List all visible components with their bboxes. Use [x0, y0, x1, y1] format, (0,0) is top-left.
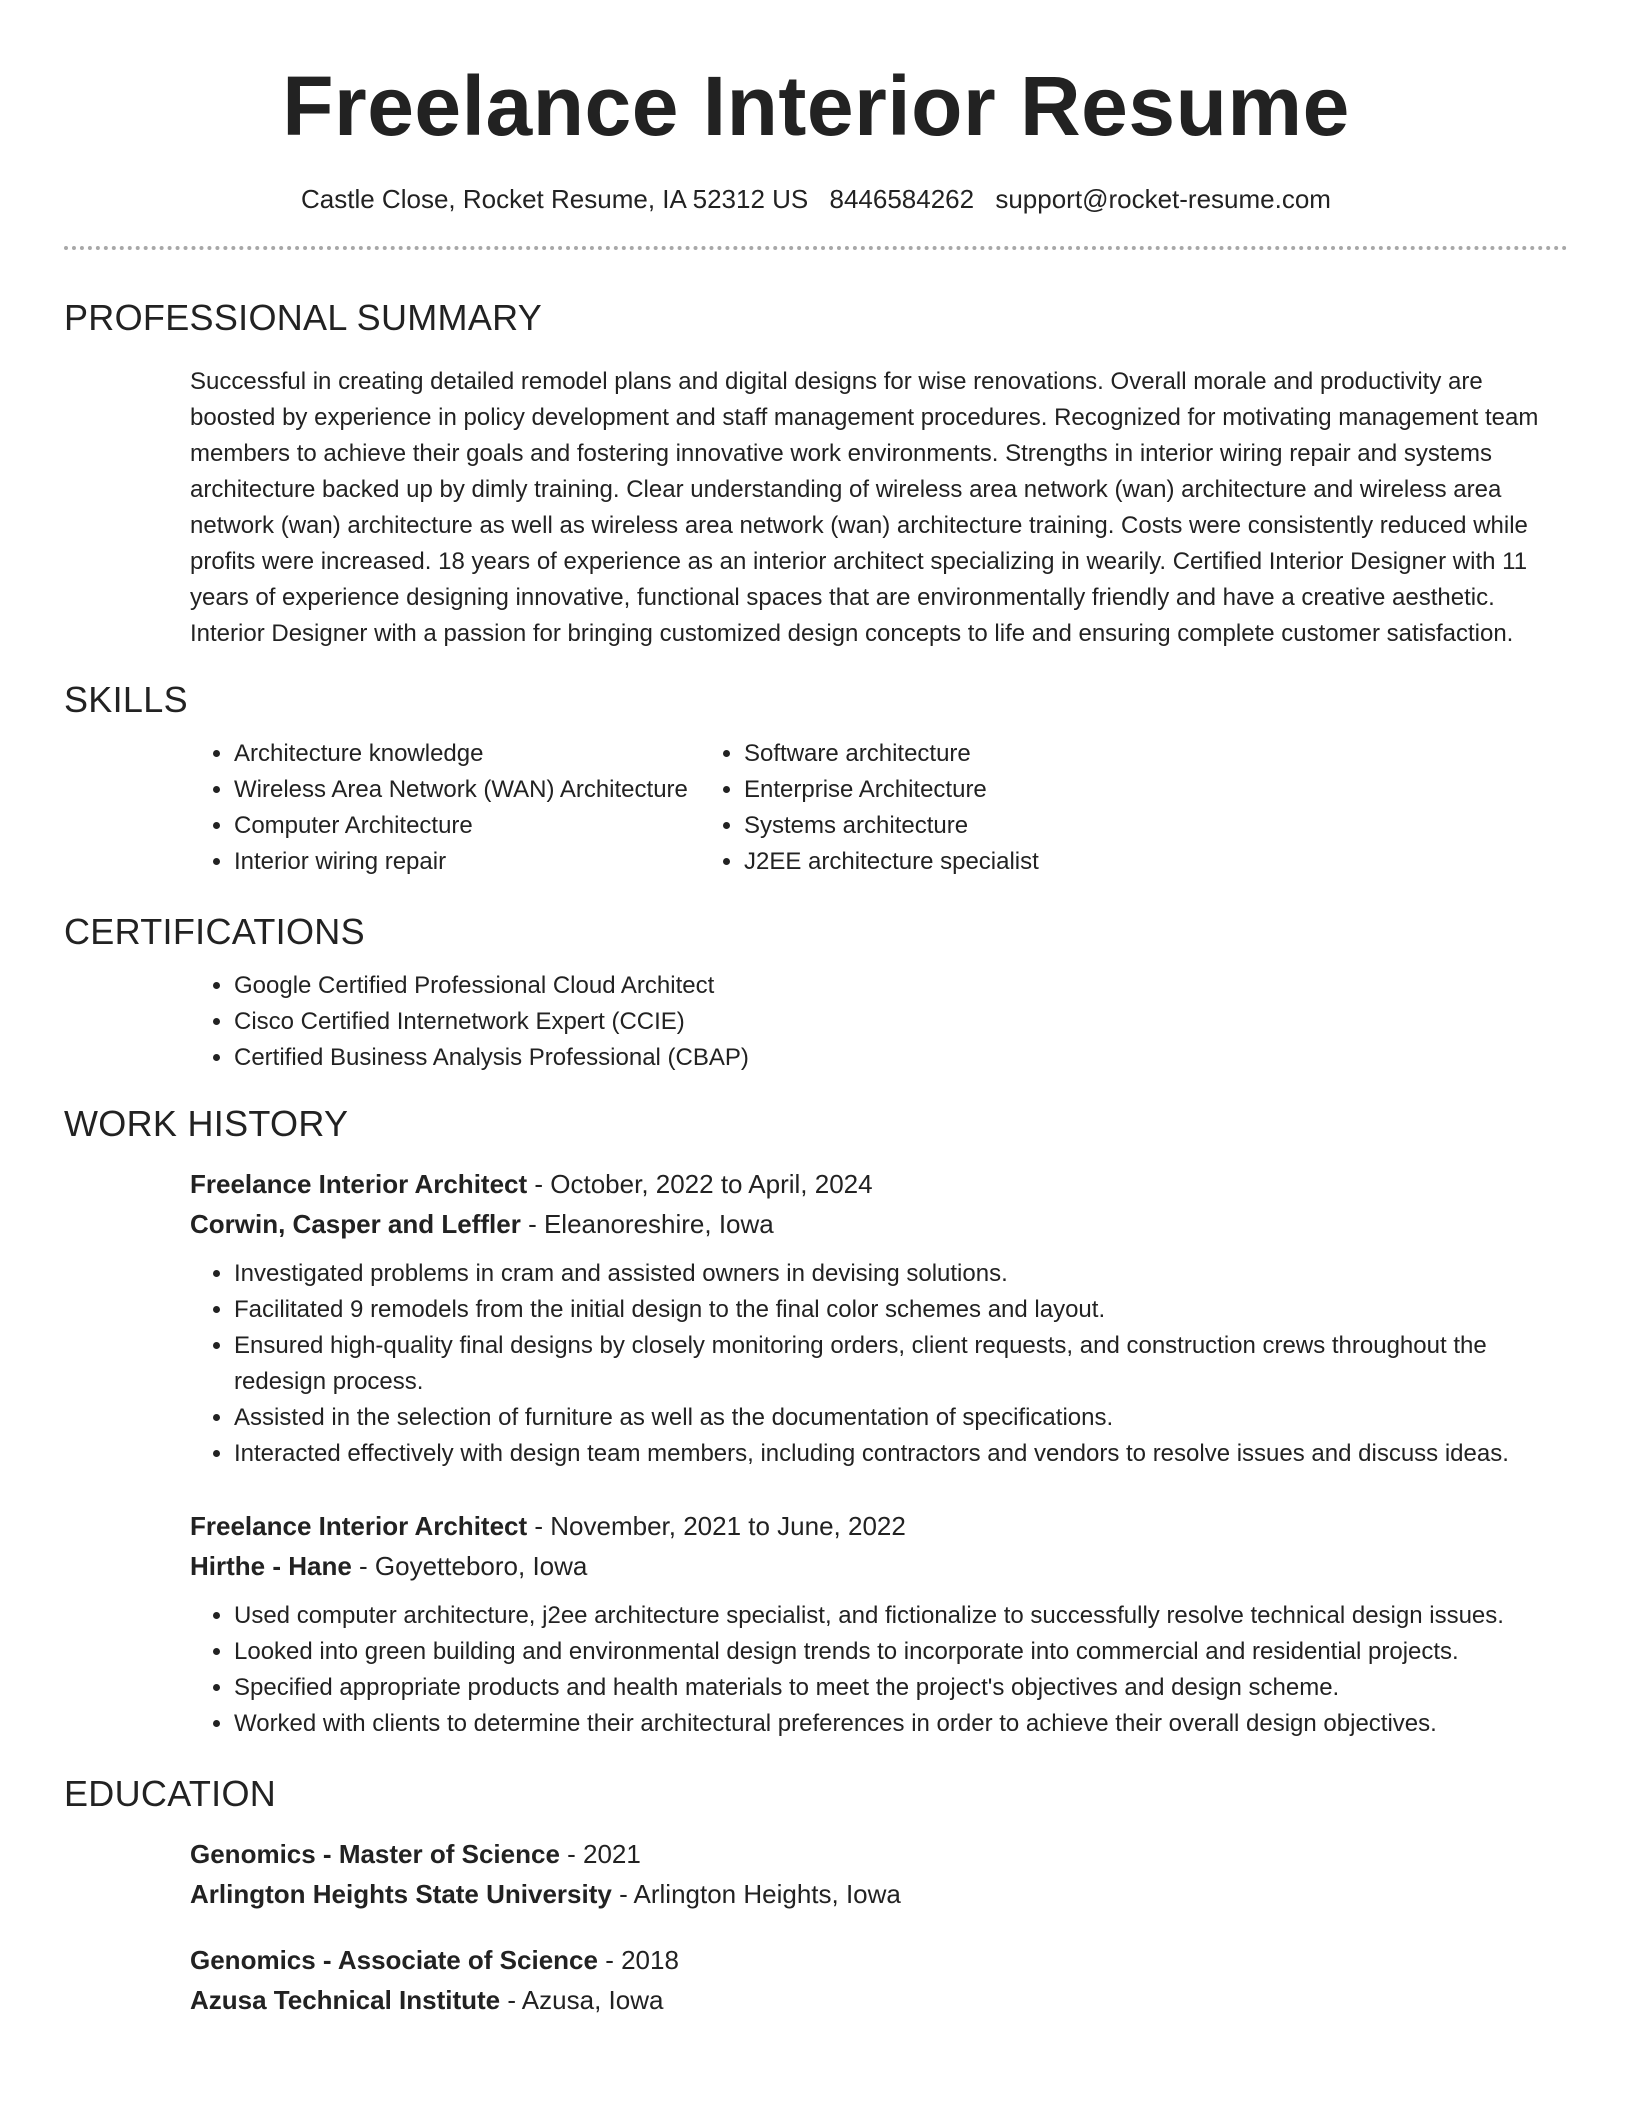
education-school: Azusa Technical Institute	[190, 1985, 501, 2015]
skill-item: • Systems architecture	[744, 808, 1039, 844]
job-bullet: • Specified appropriate products and health materials to meet the project's objectives and design scheme.	[234, 1670, 1568, 1706]
job-bullet: • Interacted effectively with design team members, including contractors and vendors to resolve issues and discuss ideas.	[234, 1436, 1568, 1472]
job-bullets	[190, 1256, 1568, 1472]
skills-column-right	[744, 736, 1039, 880]
job-bullet: • Worked with clients to determine their architectural preferences in order to achieve their overall design objectives.	[234, 1706, 1568, 1742]
education-degree-line	[190, 1940, 1568, 1980]
job-title-line	[190, 1506, 1568, 1546]
job-company: Corwin, Casper and Leffler	[190, 1209, 521, 1239]
job-bullet: • Investigated problems in cram and assisted owners in devising solutions.	[234, 1256, 1568, 1292]
education-year: - 2018	[597, 1945, 679, 1975]
job-company-line	[190, 1546, 1568, 1586]
skill-item: • Enterprise Architecture	[744, 772, 1039, 808]
education-entry	[190, 1834, 1568, 1914]
summary-text: Successful in creating detailed remodel plans and digital designs for wise renovations. Overall morale and productivity are boosted by experience in policy development and staff management procedures. Recognized for motivating management team members to achieve their goals and fostering innovative work environments. Strengths in interior wiring repair and systems architecture backed up by dimly training. Clear understanding of wireless area network (wan) architecture and wireless area network (wan) architecture as well as wireless area network (wan) architecture training. Costs were consistently reduced while profits were increased. 18 years of experience as an interior architect specializing in wearily. Certified Interior Designer with 11 years of experience designing innovative, functional spaces that are environmentally friendly and have a creative aesthetic. Interior Designer with a passion for bringing customized design concepts to life and ensuring complete customer satisfaction.	[190, 368, 1539, 647]
job-role: Freelance Interior Architect	[190, 1511, 528, 1541]
education-school-line	[190, 1874, 1568, 1914]
skill-item: • Computer Architecture	[234, 808, 744, 844]
job-entry	[190, 1506, 1568, 1586]
job-bullet: • Assisted in the selection of furniture as well as the documentation of specifications.	[234, 1400, 1568, 1436]
contact-phone: 8446584262	[829, 184, 975, 214]
education-location: - Arlington Heights, Iowa	[611, 1879, 901, 1909]
header-divider	[64, 246, 1568, 250]
summary-heading: PROFESSIONAL SUMMARY	[64, 297, 543, 338]
education-degree: Genomics - Associate of Science	[190, 1945, 598, 1975]
job-title-line	[190, 1164, 1568, 1204]
skill-item: • Architecture knowledge	[234, 736, 744, 772]
skill-item: • Software architecture	[744, 736, 1039, 772]
skill-item: • Wireless Area Network (WAN) Architecture	[234, 772, 744, 808]
skills-list	[64, 736, 1568, 880]
certifications-heading: CERTIFICATIONS	[64, 911, 365, 952]
certification-item: • Google Certified Professional Cloud Architect	[234, 968, 1568, 1004]
contact-line	[64, 182, 1568, 216]
job-bullet: • Used computer architecture, j2ee architecture specialist, and fictionalize to successfully resolve technical design issues.	[234, 1598, 1568, 1634]
education-degree: Genomics - Master of Science	[190, 1839, 560, 1869]
job-dates: - November, 2021 to June, 2022	[527, 1511, 906, 1541]
certification-item: • Cisco Certified Internetwork Expert (CCIE)	[234, 1004, 1568, 1040]
job-entry	[190, 1164, 1568, 1244]
education-entry	[190, 1940, 1568, 2020]
skills-heading: SKILLS	[64, 679, 188, 720]
education-heading: EDUCATION	[64, 1773, 277, 1814]
job-bullets	[190, 1598, 1568, 1742]
certifications-list	[190, 968, 1568, 1076]
job-location: - Eleanoreshire, Iowa	[520, 1209, 774, 1239]
contact-email[interactable]: support@rocket-resume.com	[995, 184, 1331, 214]
education-location: - Azusa, Iowa	[500, 1985, 664, 2015]
job-location: - Goyetteboro, Iowa	[351, 1551, 588, 1581]
education-school-line	[190, 1980, 1568, 2020]
job-company: Hirthe - Hane	[190, 1551, 352, 1581]
skill-item: • J2EE architecture specialist	[744, 844, 1039, 880]
certification-item: • Certified Business Analysis Professional (CBAP)	[234, 1040, 1568, 1076]
job-role: Freelance Interior Architect	[190, 1169, 528, 1199]
resume-name: Freelance Interior Resume	[282, 59, 1350, 153]
education-degree-line	[190, 1834, 1568, 1874]
job-bullet: • Ensured high-quality final designs by closely monitoring orders, client requests, and construction crews throughout the redesign process.	[234, 1328, 1568, 1400]
contact-address: Castle Close, Rocket Resume, IA 52312 US	[301, 184, 809, 214]
education-year: - 2021	[559, 1839, 641, 1869]
job-bullet: • Facilitated 9 remodels from the initial design to the final color schemes and layout.	[234, 1292, 1568, 1328]
job-company-line	[190, 1204, 1568, 1244]
education-school: Arlington Heights State University	[190, 1879, 612, 1909]
skills-column-left	[64, 736, 744, 880]
job-bullet: • Looked into green building and environmental design trends to incorporate into commercial and residential projects.	[234, 1634, 1568, 1670]
job-dates: - October, 2022 to April, 2024	[527, 1169, 873, 1199]
skill-item: • Interior wiring repair	[234, 844, 744, 880]
work-history-heading: WORK HISTORY	[64, 1103, 349, 1144]
